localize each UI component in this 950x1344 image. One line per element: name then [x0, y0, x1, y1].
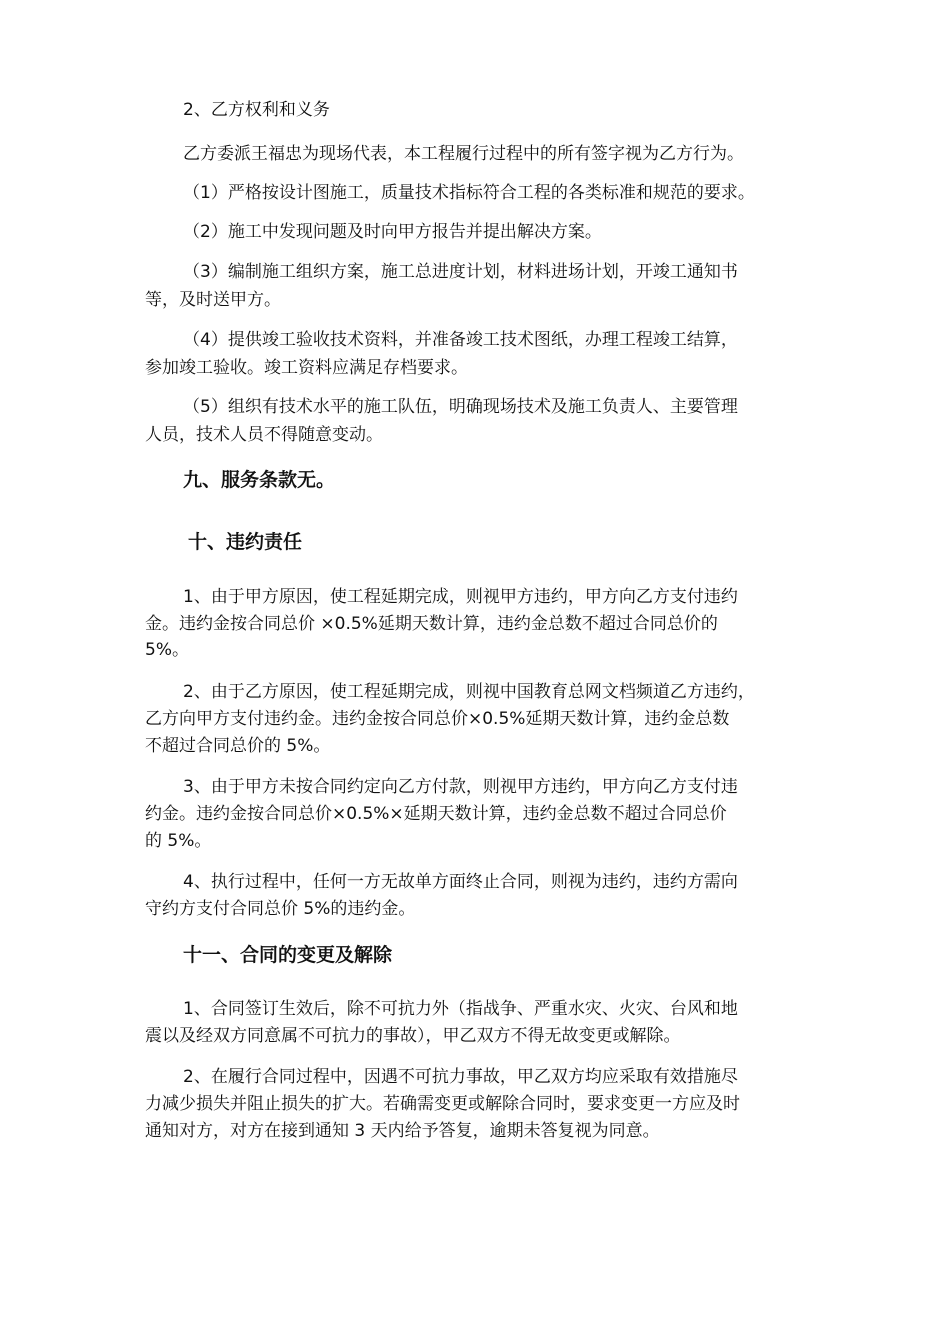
paragraph-line: 通知对方，对方在接到通知 3 天内给予答复，逾期未答复视为同意。 [145, 1121, 660, 1141]
paragraph-line: 乙方向甲方支付违约金。违约金按合同总价×0.5%延期天数计算，违约金总数 [145, 709, 730, 729]
list-item-line: （5）组织有技术水平的施工队伍，明确现场技术及施工负责人、主要管理 [183, 397, 738, 417]
section-heading: 十、违约责任 [188, 531, 303, 553]
list-item: （2）施工中发现问题及时向甲方报告并提出解决方案。 [183, 222, 602, 242]
paragraph-line: 5%。 [145, 640, 189, 660]
list-item: （1）严格按设计图施工，质量技术指标符合工程的各类标准和规范的要求。 [183, 183, 755, 203]
paragraph-line: 1、合同签订生效后，除不可抗力外（指战争、严重水灾、火灾、台风和地 [183, 999, 738, 1019]
paragraph-line: 力减少损失并阻止损失的扩大。若确需变更或解除合同时，要求变更一方应及时 [145, 1094, 740, 1114]
paragraph-line: 约金。违约金按合同总价×0.5%×延期天数计算，违约金总数不超过合同总价 [145, 804, 727, 824]
paragraph-line: 守约方支付合同总价 5%的违约金。 [145, 899, 416, 919]
list-item-line: （3）编制施工组织方案，施工总进度计划，材料进场计划，开竣工通知书 [183, 262, 738, 282]
paragraph-line: 的 5%。 [145, 831, 212, 851]
paragraph-line: 不超过合同总价的 5%。 [145, 736, 331, 756]
list-item-line: 人员，技术人员不得随意变动。 [145, 425, 383, 445]
paragraph-line: 3、由于甲方未按合同约定向乙方付款，则视甲方违约，甲方向乙方支付违 [183, 777, 738, 797]
list-item-line: （4）提供竣工验收技术资料，并准备竣工技术图纸，办理工程竣工结算， [183, 330, 738, 350]
section-title: 2、乙方权利和义务 [183, 100, 330, 120]
section-heading: 九、服务条款无。 [183, 469, 336, 491]
list-item-line: 等，及时送甲方。 [145, 290, 281, 310]
list-item-line: 参加竣工验收。竣工资料应满足存档要求。 [145, 358, 468, 378]
paragraph-line: 4、执行过程中，任何一方无故单方面终止合同，则视为违约，违约方需向 [183, 872, 738, 892]
paragraph-line: 震以及经双方同意属不可抗力的事故），甲乙双方不得无故变更或解除。 [145, 1026, 681, 1046]
paragraph-line: 2、由于乙方原因，使工程延期完成，则视中国教育总网文档频道乙方违约， [183, 682, 755, 702]
paragraph-line: 1、由于甲方原因，使工程延期完成，则视甲方违约，甲方向乙方支付违约 [183, 587, 738, 607]
paragraph: 乙方委派王福忠为现场代表，本工程履行过程中的所有签字视为乙方行为。 [183, 144, 744, 164]
paragraph-line: 2、在履行合同过程中，因遇不可抗力事故，甲乙双方均应采取有效措施尽 [183, 1067, 738, 1087]
section-heading: 十一、合同的变更及解除 [183, 944, 393, 966]
paragraph-line: 金。违约金按合同总价 ×0.5%延期天数计算，违约金总数不超过合同总价的 [145, 614, 718, 634]
